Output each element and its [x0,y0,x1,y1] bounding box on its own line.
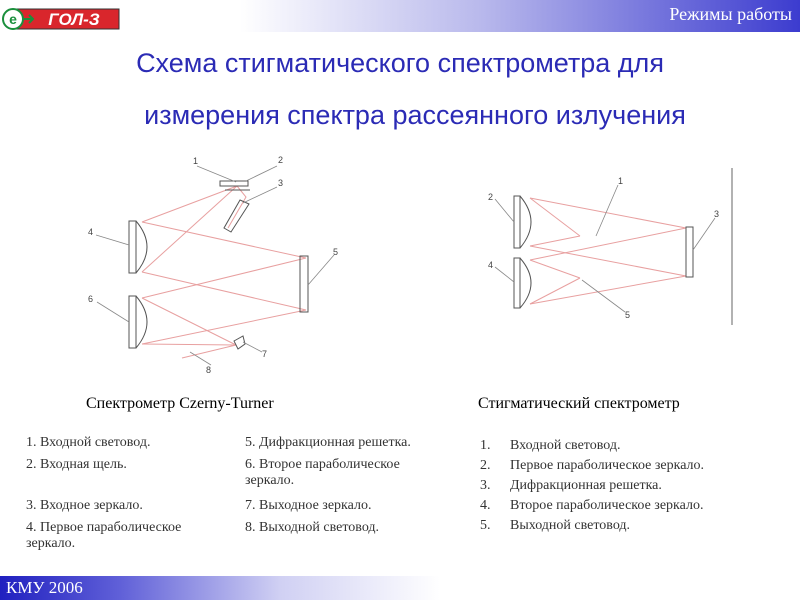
st-mirror2-frame [514,258,520,308]
st-labels [488,176,719,320]
caption-stigmatic: Стигматический спектрометр [478,395,680,412]
ct-label-6: 6 [88,294,94,304]
st-label-5: 5 [625,310,631,320]
ct-legend-item-1: 1. Входной световод. [26,435,151,450]
st-label-4: 4 [488,260,494,270]
ct-legend-item-3: 3. Входное зеркало. [26,498,143,513]
st-legend-row-2 [480,458,704,474]
st-mirror1 [520,196,531,248]
ct-label-2: 2 [278,155,284,165]
st-legend-item-5: Выходной световод. [510,518,631,533]
stigmatic-diagram [488,168,732,325]
slide-title-line1: Схема стигматического спектрометра для [136,48,664,78]
section-title: Режимы работы [669,4,792,24]
st-legend-num: 5. [480,518,491,533]
bottom-banner [0,576,800,600]
ct-label-4: 4 [88,227,94,237]
ct-components [129,181,308,349]
st-label-2: 2 [488,192,494,202]
ct-label-3: 3 [278,178,284,188]
legend-czerny-turner [26,435,456,565]
logo-text: ГОЛ-З [48,10,100,29]
ct-mirror2-frame [129,296,136,348]
st-legend-row-3 [480,478,662,494]
st-label-1: 1 [618,176,624,186]
ct-legend-item-2: 2. Входная щель. [26,457,127,472]
ct-grating [300,256,308,312]
st-grating [686,227,693,277]
ct-legend-item-5: 5. Дифракционная решетка. [245,435,411,450]
ct-label-8: 8 [206,365,212,375]
ct-leaders [96,166,334,365]
czerny-turner-diagram [88,155,338,375]
logo-letter: e [9,11,17,27]
st-mirror2 [520,258,531,308]
ct-legend-item-8: 8. Выходной световод. [245,520,380,535]
st-leaders [495,185,715,312]
ct-mirror2 [136,296,147,348]
ct-legend-item-4: 4. Первое параболическое зеркало. [26,520,182,551]
st-legend-item-4: Второе параболическое зеркало. [510,498,704,513]
caption-czerny-turner: Спектрометр Czerny-Turner [86,395,274,412]
ct-mirror1 [136,221,147,273]
st-mirror1-frame [514,196,520,248]
st-legend-item-2: Первое параболическое зеркало. [510,458,705,473]
st-label-3: 3 [714,209,720,219]
golz-logo [2,6,120,31]
ct-labels [88,155,338,375]
st-legend-num: 1. [480,438,491,453]
footer-text: КМУ 2006 [6,578,83,597]
slide-title-line2: измерения спектра рассеянного излучения [144,100,686,130]
st-legend-row-4 [480,498,703,514]
st-legend-item-1: Входной световод. [510,438,621,453]
ct-legend-item-6: 6. Второе параболическое зеркало. [245,457,400,488]
ct-input-fiber [220,181,248,186]
legend-stigmatic [480,438,780,538]
st-rays [530,198,686,304]
st-legend-row-5 [480,518,630,534]
st-legend-num: 4. [480,498,491,513]
st-legend-item-3: Дифракционная решетка. [510,478,662,493]
st-legend-num: 3. [480,478,491,493]
ct-input-mirror [224,200,249,232]
ct-rays [142,186,306,358]
ct-label-5: 5 [333,247,339,257]
top-banner [0,0,800,32]
ct-label-1: 1 [193,156,199,166]
st-legend-row-1 [480,438,620,454]
ct-legend-item-7: 7. Выходное зеркало. [245,498,372,513]
st-legend-num: 2. [480,458,491,473]
ct-mirror1-frame [129,221,136,273]
spectrometer-diagrams [0,140,800,400]
ct-label-7: 7 [262,349,268,359]
